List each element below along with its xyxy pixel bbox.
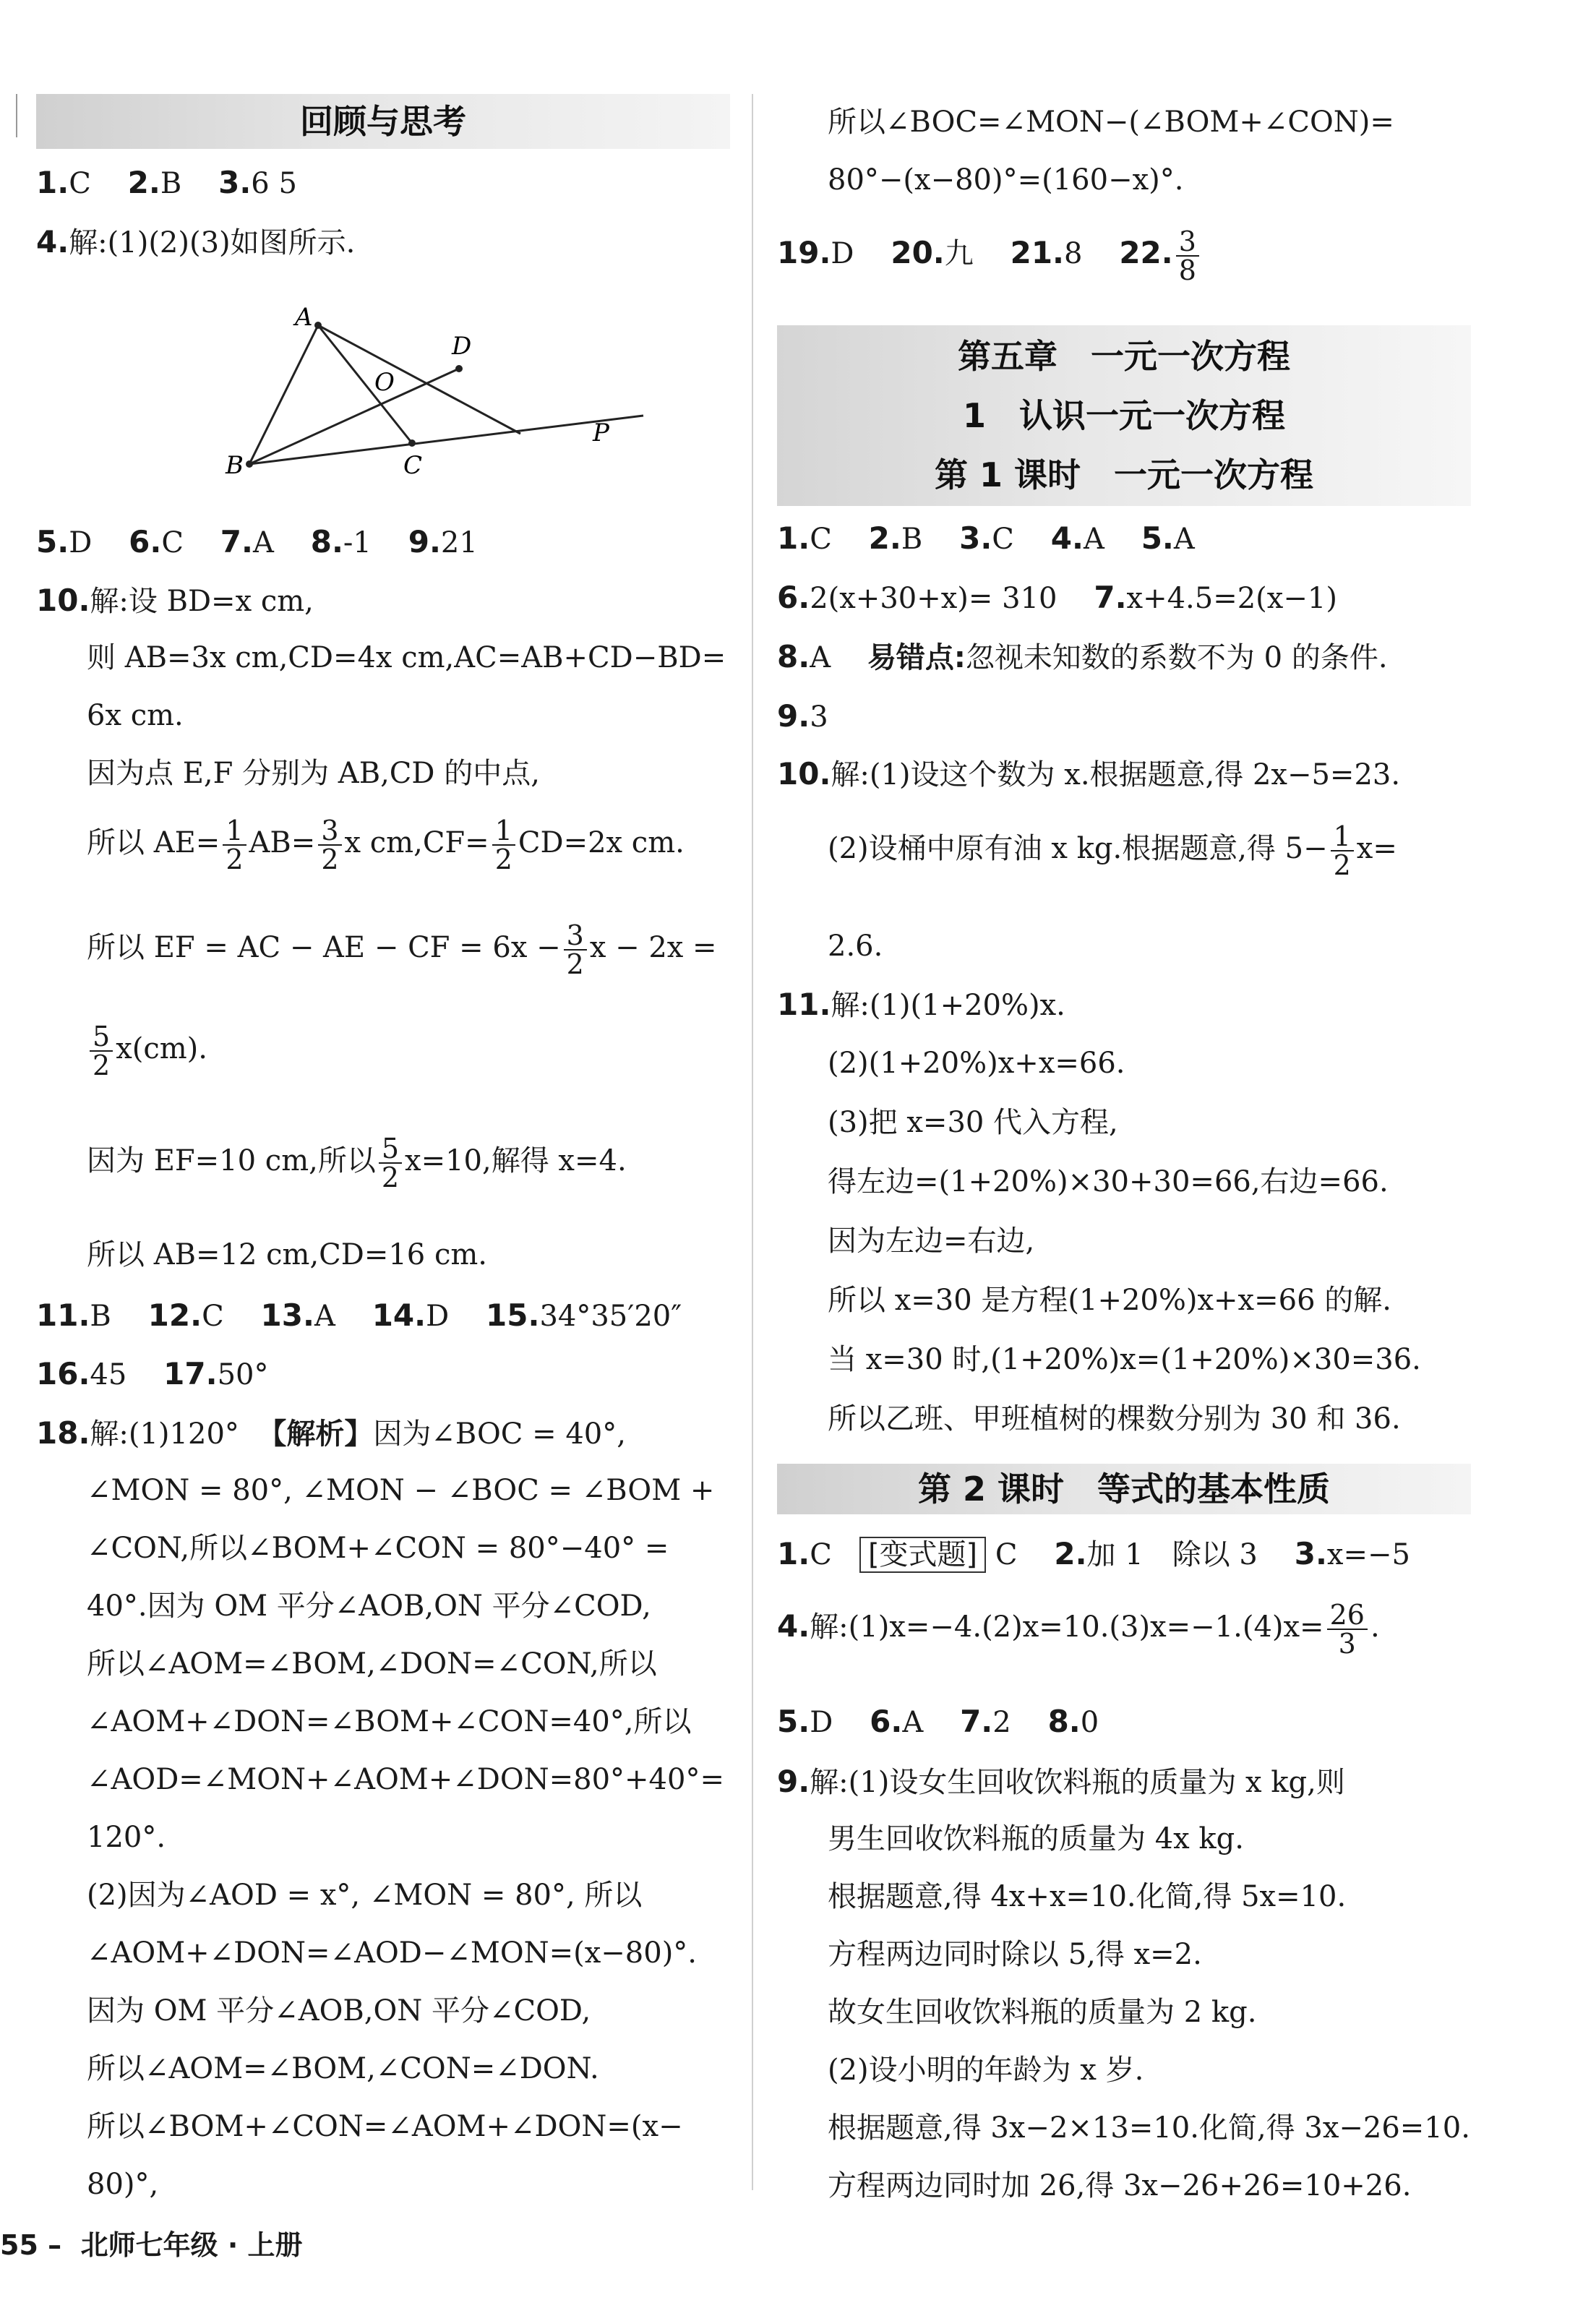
frac-num: 3 xyxy=(564,922,587,951)
a6-ans: 2(x+30+x)= 310 xyxy=(810,582,1057,615)
q8-num: 8. xyxy=(310,524,343,559)
q10-text-8b: x=10,解得 x=4. xyxy=(405,1144,627,1177)
q18-line-11: 因为 OM 平分∠AOB,ON 平分∠COD, xyxy=(87,1994,591,2028)
frac-den: 2 xyxy=(321,844,339,875)
a11-line-3: (3)把 x=30 代入方程, xyxy=(828,1106,1118,1139)
chapter-title: 第五章 一元一次方程 xyxy=(958,337,1290,376)
segment-ab xyxy=(249,325,318,464)
q7-num: 7. xyxy=(220,524,253,559)
q4-line xyxy=(36,224,355,260)
a6-num: 6. xyxy=(777,580,810,615)
a11-line-1 xyxy=(777,987,1065,1023)
frac-den: 2 xyxy=(93,1050,111,1081)
a10-line-2 xyxy=(777,820,1397,881)
b9-line-5: 故女生回收饮料瓶的质量为 2 kg. xyxy=(828,1996,1257,2029)
b5-num: 5. xyxy=(777,1704,810,1739)
b1-ans: C xyxy=(810,1538,832,1571)
a11-num: 11. xyxy=(777,987,831,1022)
q10-line-5 xyxy=(36,817,685,873)
column-divider xyxy=(752,94,753,2190)
a10-text-2a: (2)设桶中原有油 x kg.根据题意,得 5− xyxy=(828,832,1328,865)
frac-num: 26 xyxy=(1327,1601,1368,1630)
frac-num: 3 xyxy=(1176,228,1199,257)
a10-num: 10. xyxy=(777,756,831,791)
q18-text-1a: 解:(1)120° xyxy=(90,1417,239,1451)
q10-text-1: 解:设 BD=x cm, xyxy=(90,585,314,618)
q22-num: 22. xyxy=(1119,235,1173,270)
q9-ans: 21 xyxy=(440,526,478,559)
q10-text-7: x(cm). xyxy=(116,1032,208,1065)
q18-line-13: 所以∠BOM+∠CON=∠AOM+∠DON=(x− xyxy=(87,2110,683,2143)
point-a xyxy=(314,322,322,329)
a3-num: 3. xyxy=(959,520,992,556)
frac-num: 1 xyxy=(223,817,246,846)
q18-cont-line-1: 所以∠BOC=∠MON−(∠BOM+∠CON)= xyxy=(828,106,1394,139)
q9-num: 9. xyxy=(408,524,441,559)
q15-num: 15. xyxy=(486,1297,540,1333)
fraction-one-half xyxy=(492,817,515,873)
q10-text-8a: 因为 EF=10 cm,所以 xyxy=(87,1144,376,1177)
q18-line-7: ∠AOD=∠MON+∠AOM+∠DON=80°+40°= xyxy=(87,1763,724,1796)
q3-ans: 6 5 xyxy=(251,167,297,200)
q8-ans: -1 xyxy=(343,526,372,559)
b7-num: 7. xyxy=(960,1704,993,1739)
b2-ans: 加 1 除以 3 xyxy=(1086,1538,1258,1571)
q10-text-5c: x cm,CF= xyxy=(344,826,489,859)
q3-num: 3. xyxy=(218,165,252,200)
q18-line-8: 120°. xyxy=(87,1821,166,1854)
q18-text-1c: 因为∠BOC = 40°, xyxy=(373,1417,626,1451)
segment-bd xyxy=(249,369,459,464)
a11-text-1: 解:(1)(1+20%)x. xyxy=(831,989,1065,1022)
b1-num: 1. xyxy=(777,1536,810,1571)
answers-a1-a5 xyxy=(777,520,1195,557)
a7-ans: x+4.5=2(x−1) xyxy=(1126,582,1337,615)
section-title: 1 认识一元一次方程 xyxy=(962,396,1285,435)
fraction-three-halves xyxy=(564,919,587,980)
q18-line-4: 40°.因为 OM 平分∠AOB,ON 平分∠COD, xyxy=(87,1589,651,1623)
page-number: 55 xyxy=(0,2229,38,2261)
q14-ans: D xyxy=(426,1300,450,1333)
a10-text-1: 解:(1)设这个数为 x.根据题意,得 2x−5=23. xyxy=(831,758,1401,791)
answers-19-22 xyxy=(777,228,1202,284)
a11-line-6: 所以 x=30 是方程(1+20%)x+x=66 的解. xyxy=(828,1284,1391,1317)
answers-b5-b8 xyxy=(777,1704,1099,1740)
answers-b1-b3 xyxy=(777,1536,1410,1572)
label-d: D xyxy=(452,332,472,361)
q15-ans: 34°35′20″ xyxy=(539,1300,682,1333)
frac-den: 2 xyxy=(566,948,584,980)
q16-num: 16. xyxy=(36,1356,90,1391)
q1-num: 1. xyxy=(36,165,69,200)
b1-tag-ans: C xyxy=(995,1538,1018,1571)
answers-5-9 xyxy=(36,524,478,560)
a10-text-2b: x= xyxy=(1356,832,1397,865)
q7-ans: A xyxy=(252,526,274,559)
point-b xyxy=(246,460,253,468)
frac-den: 2 xyxy=(494,844,512,875)
fraction-five-halves xyxy=(90,1023,113,1079)
frac-num: 5 xyxy=(379,1135,402,1164)
q14-num: 14. xyxy=(372,1297,426,1333)
a1-num: 1. xyxy=(777,520,810,556)
q2-ans: B xyxy=(160,167,182,200)
q5-ans: D xyxy=(69,526,93,559)
a8-ans: A xyxy=(810,641,831,674)
a9-num: 9. xyxy=(777,698,810,734)
q4-text: 解:(1)(2)(3)如图所示. xyxy=(69,226,356,259)
q6-num: 6. xyxy=(129,524,162,559)
a11-line-7: 当 x=30 时,(1+20%)x=(1+20%)×30=36. xyxy=(828,1343,1421,1376)
q16-ans: 45 xyxy=(90,1358,127,1391)
book-title: 北师七年级 · 上册 xyxy=(80,2229,303,2261)
q18-num: 18. xyxy=(36,1415,90,1451)
q17-num: 17. xyxy=(163,1356,218,1391)
answers-16-17 xyxy=(36,1356,268,1392)
mistake-label: 易错点: xyxy=(867,641,966,674)
b6-ans: A xyxy=(902,1706,924,1739)
a2-ans: B xyxy=(901,523,923,556)
b9-line-7: 根据题意,得 3x−2×13=10.化简,得 3x−26=10. xyxy=(828,2111,1470,2145)
label-a: A xyxy=(295,303,313,332)
b9-line-4: 方程两边同时除以 5,得 x=2. xyxy=(828,1938,1202,1971)
b8-ans: 0 xyxy=(1080,1706,1099,1739)
q10-text-5d: CD=2x cm. xyxy=(518,826,685,859)
q10-line-6 xyxy=(36,919,717,980)
analysis-label: 【解析】 xyxy=(257,1417,374,1451)
q10-text-5b: AB= xyxy=(249,826,316,859)
b9-line-8: 方程两边同时加 26,得 3x−26+26=10+26. xyxy=(828,2169,1412,2202)
answer-a8 xyxy=(777,639,1388,675)
frac-num: 3 xyxy=(318,817,341,846)
b4-end: . xyxy=(1370,1610,1380,1644)
q10-num: 10. xyxy=(36,583,90,618)
q10-line-3: 6x cm. xyxy=(87,699,184,732)
answer-b4 xyxy=(777,1599,1380,1660)
geometry-figure xyxy=(181,289,687,492)
a1-ans: C xyxy=(810,523,832,556)
q12-ans: C xyxy=(202,1300,224,1333)
fraction-one-half xyxy=(223,817,246,873)
ray-bc xyxy=(249,416,643,464)
q11-ans: B xyxy=(90,1300,111,1333)
q18-line-9: (2)因为∠AOD = x°, ∠MON = 80°, 所以 xyxy=(87,1879,643,1912)
answers-11-15 xyxy=(36,1297,682,1334)
q10-text-6a: 所以 EF = AC − AE − CF = 6x − xyxy=(87,931,561,964)
b3-num: 3. xyxy=(1294,1536,1327,1571)
point-c xyxy=(408,439,416,447)
q17-ans: 50° xyxy=(217,1358,269,1391)
q5-num: 5. xyxy=(36,524,69,559)
b9-line-2: 男生回收饮料瓶的质量为 4x kg. xyxy=(828,1822,1244,1855)
frac-num: 1 xyxy=(1331,823,1354,851)
frac-den: 2 xyxy=(226,844,244,875)
answer-a9 xyxy=(777,698,828,734)
frac-den: 2 xyxy=(381,1162,400,1193)
a11-line-2: (2)(1+20%)x+x=66. xyxy=(828,1047,1125,1080)
b6-num: 6. xyxy=(870,1704,903,1739)
q12-num: 12. xyxy=(147,1297,202,1333)
q10-line-8 xyxy=(36,1135,627,1191)
ray-ap xyxy=(318,325,520,434)
label-p: P xyxy=(593,419,609,447)
fraction-26-thirds xyxy=(1327,1599,1368,1660)
b2-num: 2. xyxy=(1054,1536,1087,1571)
q18-line-6: ∠AOM+∠DON=∠BOM+∠CON=40°,所以 xyxy=(87,1705,692,1738)
frac-num: 5 xyxy=(90,1023,113,1052)
answers-a6-a7 xyxy=(777,580,1337,616)
a4-ans: A xyxy=(1083,523,1104,556)
q18-line-5: 所以∠AOM=∠BOM,∠DON=∠CON,所以 xyxy=(87,1647,657,1681)
q18-line-10: ∠AOM+∠DON=∠AOD−∠MON=(x−80)°. xyxy=(87,1936,698,1970)
page-footer xyxy=(0,2223,303,2262)
point-d xyxy=(455,365,463,372)
chapter-header xyxy=(777,325,1471,506)
q10-text-5a: 所以 AE= xyxy=(87,826,220,859)
q1-ans: C xyxy=(69,167,91,200)
q19-num: 19. xyxy=(777,235,831,270)
b9-line-6: (2)设小明的年龄为 x 岁. xyxy=(828,2054,1144,2087)
b4-text: 解:(1)x=−4.(2)x=10.(3)x=−1.(4)x= xyxy=(810,1610,1324,1644)
a5-num: 5. xyxy=(1141,520,1174,556)
b9-num: 9. xyxy=(777,1764,810,1799)
a5-ans: A xyxy=(1173,523,1195,556)
b9-text-1: 解:(1)设女生回收饮料瓶的质量为 x kg,则 xyxy=(810,1766,1345,1799)
a11-line-5: 因为左边=右边, xyxy=(828,1224,1035,1258)
q21-ans: 8 xyxy=(1064,237,1083,270)
label-c: C xyxy=(403,451,423,480)
frac-den: 2 xyxy=(1333,849,1351,881)
q13-num: 13. xyxy=(260,1297,314,1333)
q18-line-3: ∠CON,所以∠BOM+∠CON = 80°−40° = xyxy=(87,1532,669,1565)
label-o: O xyxy=(374,368,395,397)
a9-ans: 3 xyxy=(810,700,828,734)
q18-line-14: 80)°, xyxy=(87,2168,159,2201)
margin-mark xyxy=(16,94,17,137)
q13-ans: A xyxy=(314,1300,335,1333)
q18-line-1 xyxy=(36,1415,626,1451)
b9-line-1 xyxy=(777,1764,1345,1800)
a2-num: 2. xyxy=(868,520,901,556)
fraction-three-eighths xyxy=(1176,228,1199,284)
q20-ans: 九 xyxy=(944,237,974,270)
a10-line-1 xyxy=(777,756,1400,792)
b7-ans: 2 xyxy=(992,1706,1011,1739)
q4-num: 4. xyxy=(36,224,69,259)
a11-line-8: 所以乙班、甲班植树的棵数分别为 30 和 36. xyxy=(828,1402,1401,1436)
a11-line-4: 得左边=(1+20%)×30+30=66,右边=66. xyxy=(828,1165,1389,1198)
a4-num: 4. xyxy=(1050,520,1084,556)
fraction-three-halves xyxy=(318,817,341,873)
lesson-2-title: 第 2 课时 等式的基本性质 xyxy=(777,1464,1471,1514)
b3-ans: x=−5 xyxy=(1326,1538,1410,1571)
q21-num: 21. xyxy=(1010,235,1065,270)
section-title-review: 回顾与思考 xyxy=(36,94,730,149)
q11-num: 11. xyxy=(36,1297,90,1333)
q6-ans: C xyxy=(161,526,184,559)
q10-text-6b: x − 2x = xyxy=(589,931,717,964)
q19-ans: D xyxy=(831,237,854,270)
q2-num: 2. xyxy=(127,165,160,200)
footer-dash: – xyxy=(48,2229,62,2261)
b8-num: 8. xyxy=(1047,1704,1081,1739)
lesson-1-title: 第 1 课时 一元一次方程 xyxy=(934,455,1314,494)
fraction-five-halves xyxy=(379,1135,402,1191)
q18-line-12: 所以∠AOM=∠BOM,∠CON=∠DON. xyxy=(87,2052,599,2085)
q10-line-1 xyxy=(36,583,314,619)
q10-line-4: 因为点 E,F 分别为 AB,CD 的中点, xyxy=(87,757,540,790)
q10-line-2: 则 AB=3x cm,CD=4x cm,AC=AB+CD−BD= xyxy=(87,641,726,674)
q18-cont-line-2: 80°−(x−80)°=(160−x)°. xyxy=(828,163,1184,197)
a10-line-3: 2.6. xyxy=(828,930,883,963)
q18-line-2: ∠MON = 80°, ∠MON − ∠BOC = ∠BOM + xyxy=(87,1474,715,1507)
a7-num: 7. xyxy=(1094,580,1127,615)
frac-den: 8 xyxy=(1178,254,1196,286)
b4-num: 4. xyxy=(777,1608,810,1644)
b9-line-3: 根据题意,得 4x+x=10.化简,得 5x=10. xyxy=(828,1880,1347,1913)
a3-ans: C xyxy=(992,523,1014,556)
frac-num: 1 xyxy=(492,817,515,846)
a8-note: 忽视未知数的系数不为 0 的条件. xyxy=(965,641,1388,674)
b5-ans: D xyxy=(810,1706,833,1739)
fraction-one-half xyxy=(1331,820,1354,881)
variant-tag: [变式题] xyxy=(859,1537,986,1573)
label-b: B xyxy=(226,451,244,480)
frac-den: 3 xyxy=(1338,1628,1356,1660)
answers-1-3 xyxy=(36,165,297,201)
q10-line-9: 所以 AB=12 cm,CD=16 cm. xyxy=(87,1238,488,1271)
q10-line-7 xyxy=(87,1023,207,1079)
q20-num: 20. xyxy=(891,235,945,270)
a8-num: 8. xyxy=(777,639,810,674)
